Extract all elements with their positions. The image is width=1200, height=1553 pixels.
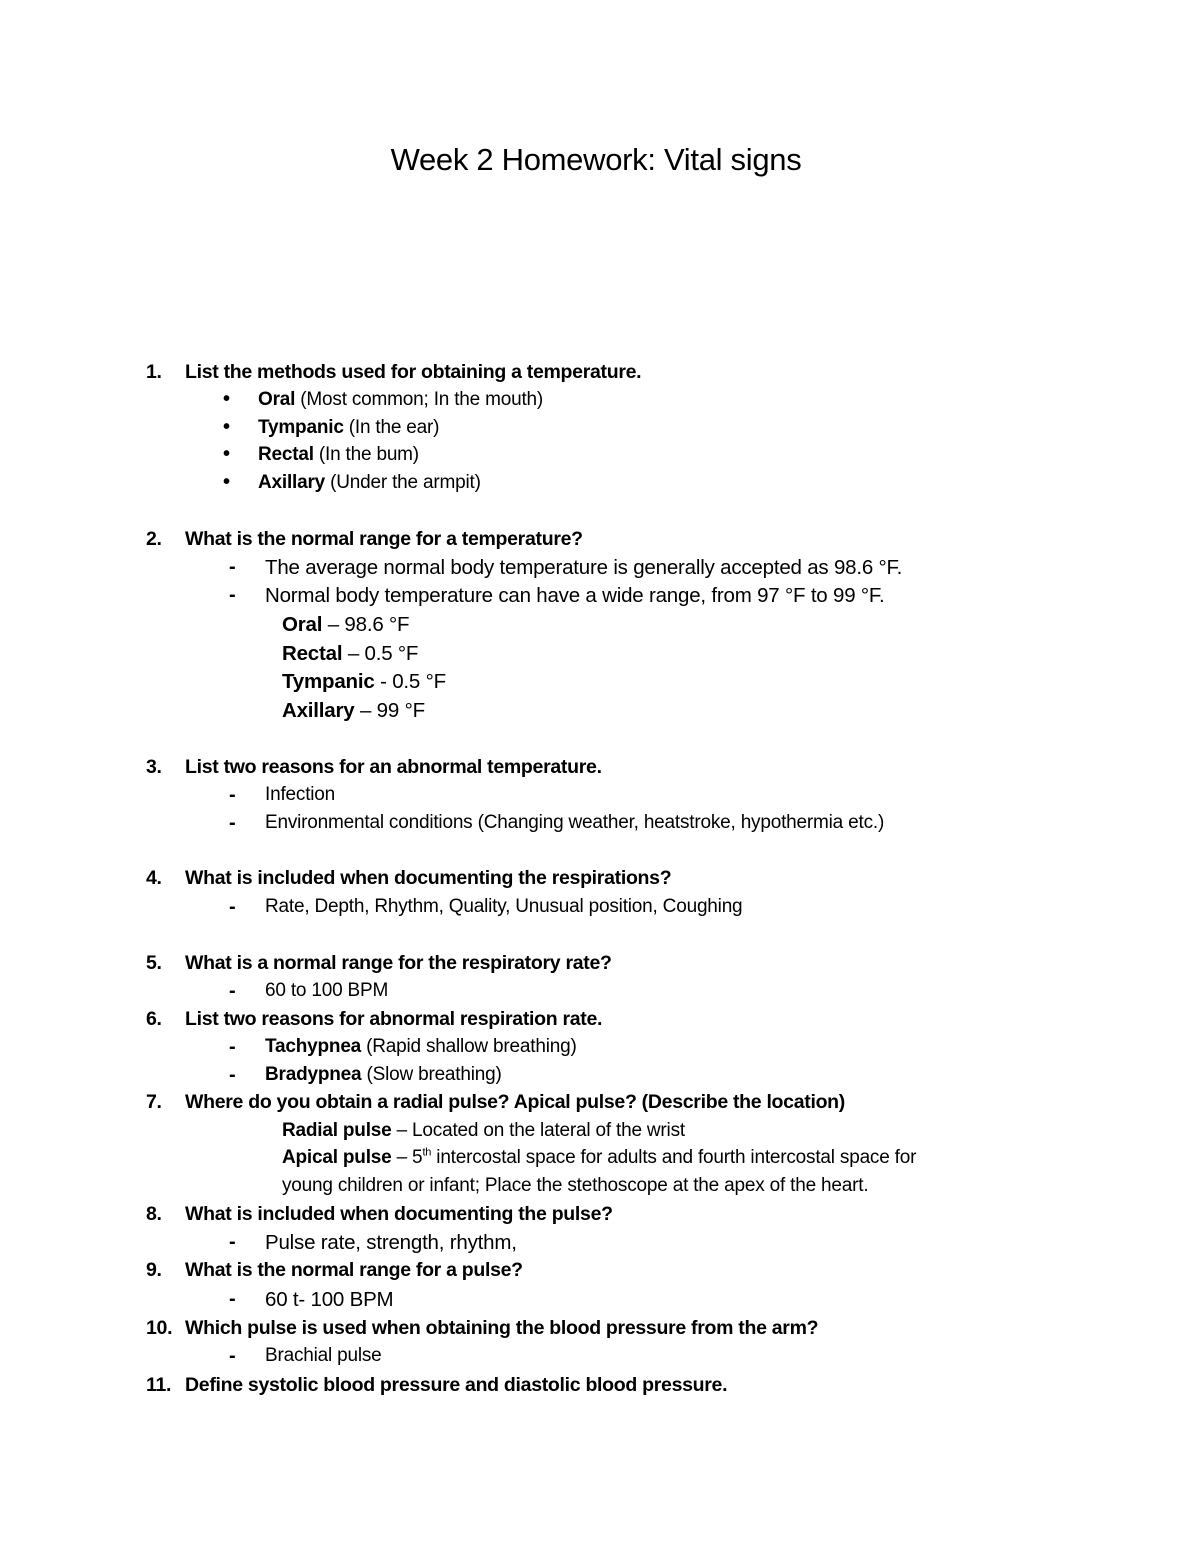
answer-item: 60 t- 100 BPM: [265, 1288, 394, 1311]
answer-item: Infection: [265, 784, 336, 805]
question-text: What is included when documenting the pulse?: [185, 1203, 613, 1225]
question-5: [146, 952, 612, 975]
question-2: [146, 528, 583, 551]
question-7: [146, 1091, 845, 1114]
dash-marker: -: [229, 1345, 236, 1367]
question-number: 2.: [146, 528, 162, 550]
question-text: What is included when documenting the respirations?: [185, 867, 672, 889]
dash-marker: -: [229, 556, 236, 578]
question-text: What is the normal range for a temperature?: [185, 528, 583, 550]
sub-answer-item: Radial pulse – Located on the lateral of the wrist: [282, 1120, 685, 1141]
sub-answer-item: Apical pulse – 5th intercostal space for adults and fourth intercostal space for: [282, 1146, 917, 1168]
answer-item: Pulse rate, strength, rhythm,: [265, 1231, 517, 1254]
sub-answer-item: Rectal – 0.5 °F: [282, 642, 419, 665]
question-number: 10.: [146, 1317, 173, 1339]
sub-answer-item: Axillary – 99 °F: [282, 699, 425, 722]
dash-marker: -: [229, 1288, 236, 1310]
question-number: 11.: [146, 1374, 172, 1396]
question-3: [146, 756, 602, 779]
answer-item: 60 to 100 BPM: [265, 980, 389, 1001]
bullet-marker: •: [223, 471, 231, 493]
answer-item: Rectal (In the bum): [258, 444, 419, 465]
answer-item: Axillary (Under the armpit): [258, 472, 481, 493]
answer-item: Tachypnea (Rapid shallow breathing): [265, 1036, 577, 1057]
question-number: 9.: [146, 1259, 162, 1281]
question-11: [146, 1374, 727, 1397]
bullet-marker: •: [223, 443, 231, 465]
answer-item: Oral (Most common; In the mouth): [258, 389, 544, 410]
question-text: Define systolic blood pressure and diastolic blood pressure.: [185, 1374, 728, 1396]
question-number: 1.: [146, 361, 162, 383]
dash-marker: -: [229, 784, 236, 806]
question-text: Which pulse is used when obtaining the blood pressure from the arm?: [185, 1317, 819, 1339]
answer-item: Bradypnea (Slow breathing): [265, 1064, 502, 1085]
question-4: [146, 867, 671, 890]
dash-marker: -: [229, 896, 236, 918]
question-1: [146, 361, 641, 384]
dash-marker: -: [229, 1064, 236, 1086]
answer-item: Rate, Depth, Rhythm, Quality, Unusual position, Coughing: [265, 896, 743, 917]
question-number: 7.: [146, 1091, 162, 1113]
sub-answer-item: Oral – 98.6 °F: [282, 613, 410, 636]
question-number: 6.: [146, 1008, 162, 1030]
question-text: What is the normal range for a pulse?: [185, 1259, 523, 1281]
sub-answer-item: young children or infant; Place the stethoscope at the apex of the heart.: [282, 1175, 869, 1196]
dash-marker: -: [229, 1231, 236, 1253]
question-number: 5.: [146, 952, 162, 974]
bullet-marker: •: [223, 416, 231, 438]
bullet-marker: •: [223, 388, 231, 410]
question-10: [146, 1317, 818, 1340]
dash-marker: -: [229, 1036, 236, 1058]
dash-marker: -: [229, 584, 236, 606]
sub-answer-item: Tympanic - 0.5 °F: [282, 670, 446, 693]
question-8: [146, 1203, 613, 1226]
dash-marker: -: [229, 812, 236, 834]
question-6: [146, 1008, 602, 1031]
question-number: 8.: [146, 1203, 162, 1225]
answer-item: The average normal body temperature is generally accepted as 98.6 °F.: [265, 556, 903, 579]
question-text: Where do you obtain a radial pulse? Apical pulse? (Describe the location): [185, 1091, 845, 1113]
question-text: List two reasons for an abnormal temperature.: [185, 756, 602, 778]
question-9: [146, 1259, 523, 1282]
page-title: Week 2 Homework: Vital signs: [390, 142, 802, 177]
question-text: List the methods used for obtaining a temperature.: [185, 361, 642, 383]
answer-item: Environmental conditions (Changing weather, heatstroke, hypothermia etc.): [265, 812, 885, 833]
question-number: 4.: [146, 867, 162, 889]
answer-item: Tympanic (In the ear): [258, 417, 440, 438]
question-text: What is a normal range for the respiratory rate?: [185, 952, 612, 974]
question-text: List two reasons for abnormal respiration rate.: [185, 1008, 603, 1030]
dash-marker: -: [229, 980, 236, 1002]
answer-item: Brachial pulse: [265, 1345, 382, 1366]
question-number: 3.: [146, 756, 162, 778]
answer-item: Normal body temperature can have a wide range, from 97 °F to 99 °F.: [265, 584, 885, 607]
